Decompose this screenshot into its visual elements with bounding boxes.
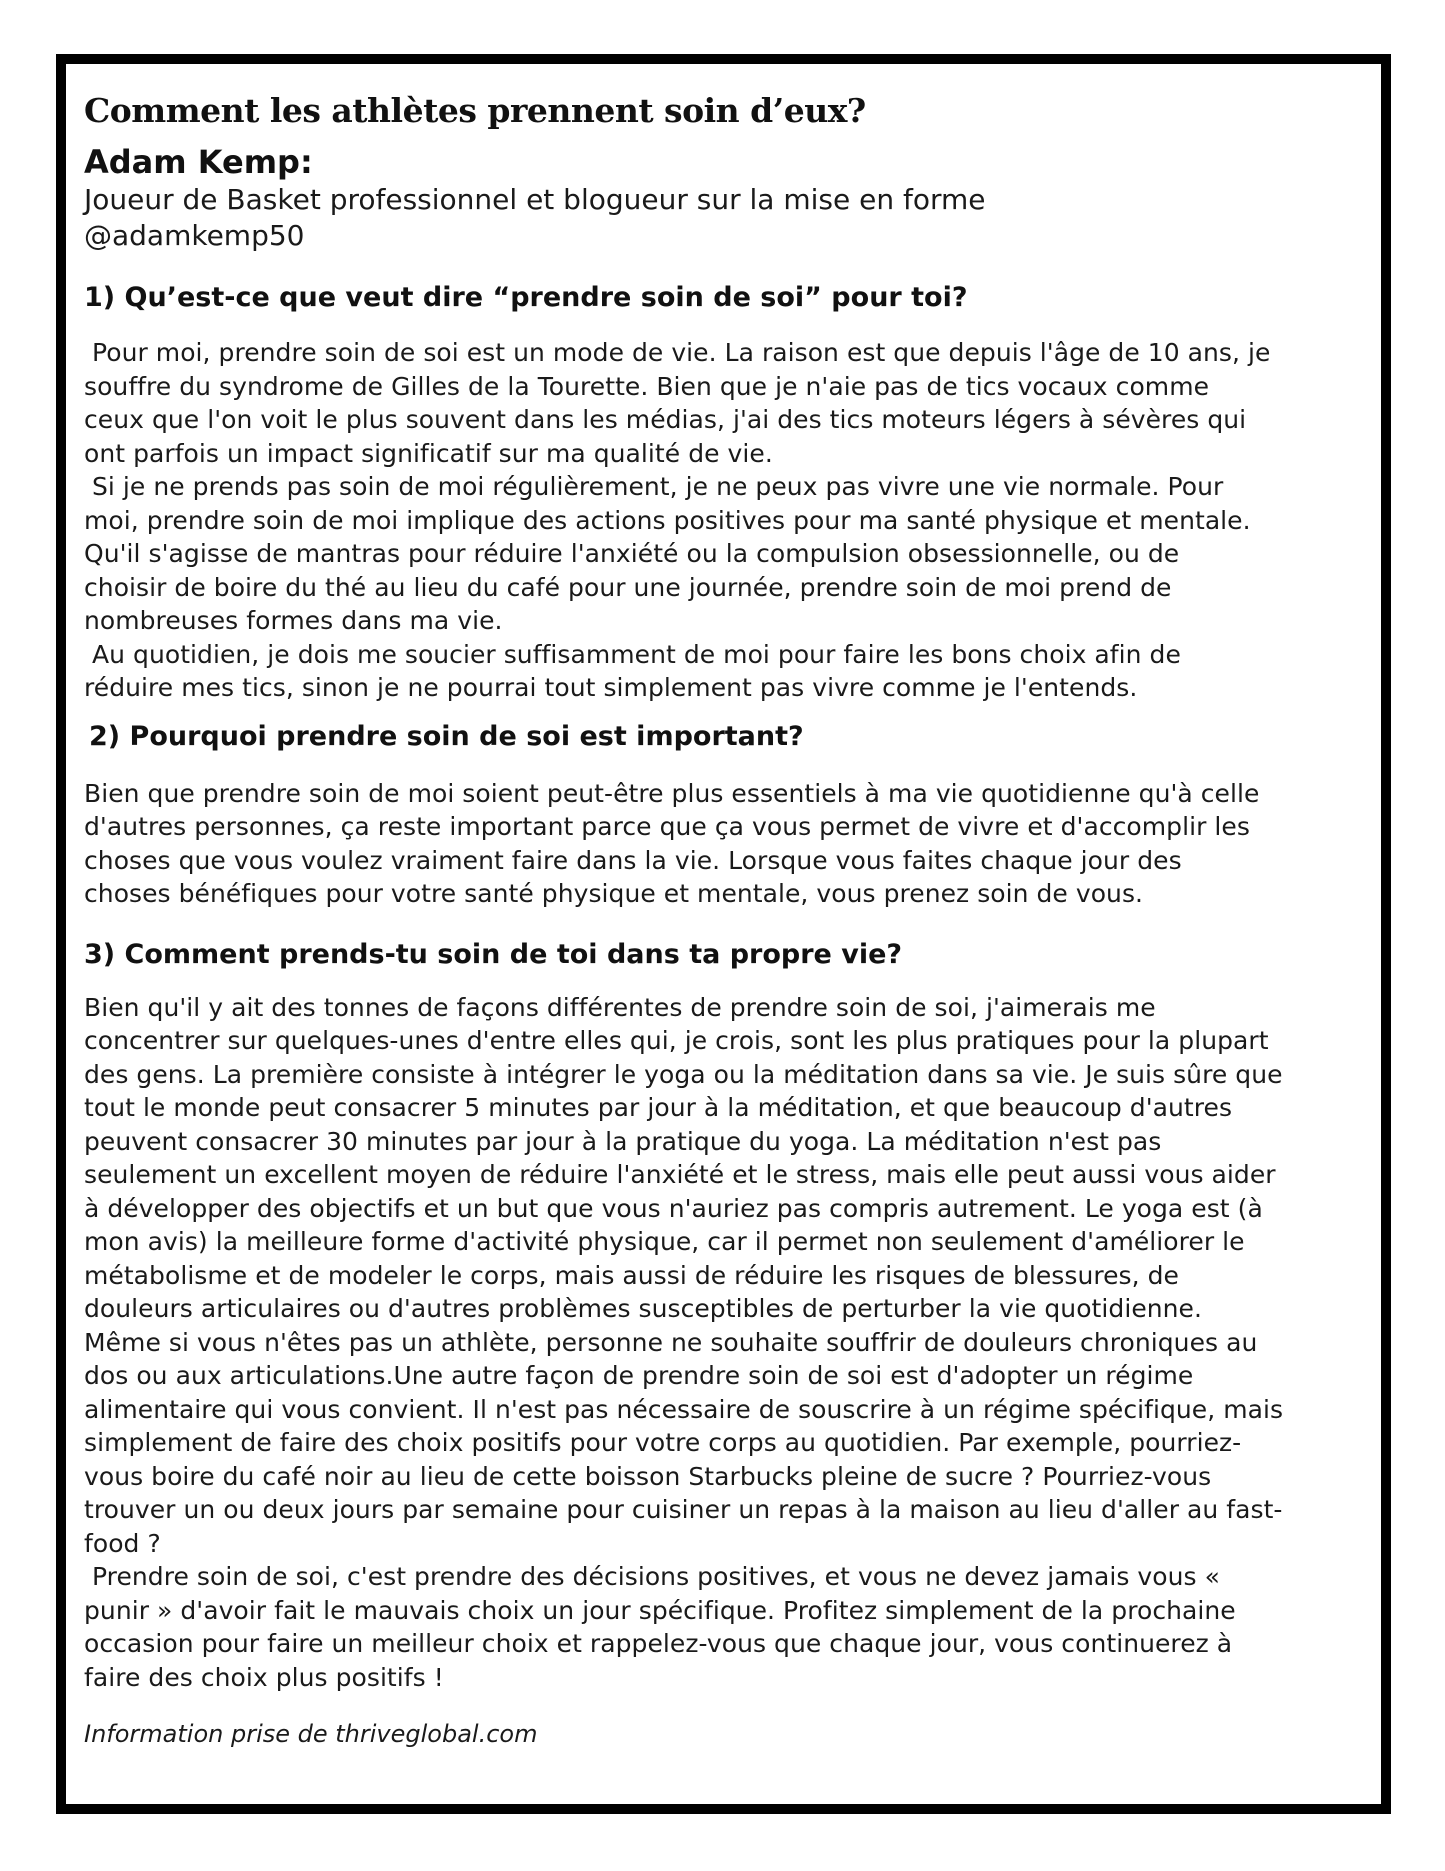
- author-name: Adam Kemp:: [84, 143, 313, 181]
- source-credit: Information prise de thriveglobal.com: [84, 1720, 538, 1748]
- answer-1: Pour moi, prendre soin de soi est un mode de vie. La raison est que depuis l'âge de 10 ans, je souffre du syndrome de Gilles de la Tourette. Bien que je n'aie pas de tics vocaux comme ceux que l'on voit le plus souvent dans les médias, j'ai des tics moteurs légers à sévères qui ont parfois un impact significatif sur ma qualité de vie. Si je ne prends pas soin de moi régulièrement, je ne peux pas vivre une vie normale. Pour moi, prendre soin de moi implique des actions positives pour ma santé physique et mentale. Qu'il s'agisse de mantras pour réduire l'anxiété ou la compulsion obsessionnelle, ou de choisir de boire du thé au lieu du café pour une journée, prendre soin de moi prend de nombreuses formes dans ma vie. Au quotidien, je dois me soucier suffisamment de moi pour faire les bons choix afin de réduire mes tics, sinon je ne pourrai tout simplement pas vivre comme je l'entends.: [84, 338, 1271, 702]
- author-handle: @adamkemp50: [84, 219, 305, 252]
- answer-2: Bien que prendre soin de moi soient peut-être plus essentiels à ma vie quotidienne qu'à celle d'autres personnes, ça reste important parce que ça vous permet de vivre et d'accomplir les choses que vous voulez vraiment faire dans la vie. Lorsque vous faites chaque jour des choses bénéfiques pour votre santé physique et mentale, vous prenez soin de vous.: [84, 778, 1260, 908]
- answer-3: Bien qu'il y ait des tonnes de façons différentes de prendre soin de soi, j'aimerais me concentrer sur quelques-unes d'entre elles qui, je crois, sont les plus pratiques pour la plupart des gens. La première consiste à intégrer le yoga ou la méditation dans sa vie. Je suis sûre que tout le monde peut consacrer 5 minutes par jour à la méditation, et que beaucoup d'autres peuvent consacrer 30 minutes par jour à la pratique du yoga. La méditation n'est pas seulement un excellent moyen de réduire l'anxiété et le stress, mais elle peut aussi vous aider à développer des objectifs et un but que vous n'auriez pas compris autrement. Le yoga est (à mon avis) la meilleure forme d'activité physique, car il permet non seulement d'améliorer le métabolisme et de modeler le corps, mais aussi de réduire les risques de blessures, de douleurs articulaires ou d'autres problèmes susceptibles de perturber la vie quotidienne. Même si vous n'êtes pas un athlète, personne ne souhaite souffrir de douleurs chroniques au dos ou aux articulations.Une autre façon de prendre soin de soi est d'adopter un régime alimentaire qui vous convient. Il n'est pas nécessaire de souscrire à un régime spécifique, mais simplement de faire des choix positifs pour votre corps au quotidien. Par exemple, pourriez- vous boire du café noir au lieu de cette boisson Starbucks pleine de sucre ? Pourriez-vous trouver un ou deux jours par semaine pour cuisiner un repas à la maison au lieu d'aller au fast- food ? Prendre soin de soi, c'est prendre des décisions positives, et vous ne devez jamais vous « punir » d'avoir fait le mauvais choix un jour spécifique. Profitez simplement de la prochaine occasion pour faire un meilleur choix et rappelez-vous que chaque jour, vous continuerez à faire des choix plus positifs !: [84, 992, 1284, 1692]
- question-2: 2) Pourquoi prendre soin de soi est important?: [89, 720, 804, 752]
- document-title: Comment les athlètes prennent soin d’eux?: [84, 91, 866, 130]
- question-3: 3) Comment prends-tu soin de toi dans ta propre vie?: [84, 938, 903, 970]
- author-role: Joueur de Basket professionnel et blogueur sur la mise en forme: [84, 183, 986, 216]
- document-content: [84, 88, 1374, 1750]
- question-1: 1) Qu’est-ce que veut dire “prendre soin de soi” pour toi?: [84, 282, 968, 313]
